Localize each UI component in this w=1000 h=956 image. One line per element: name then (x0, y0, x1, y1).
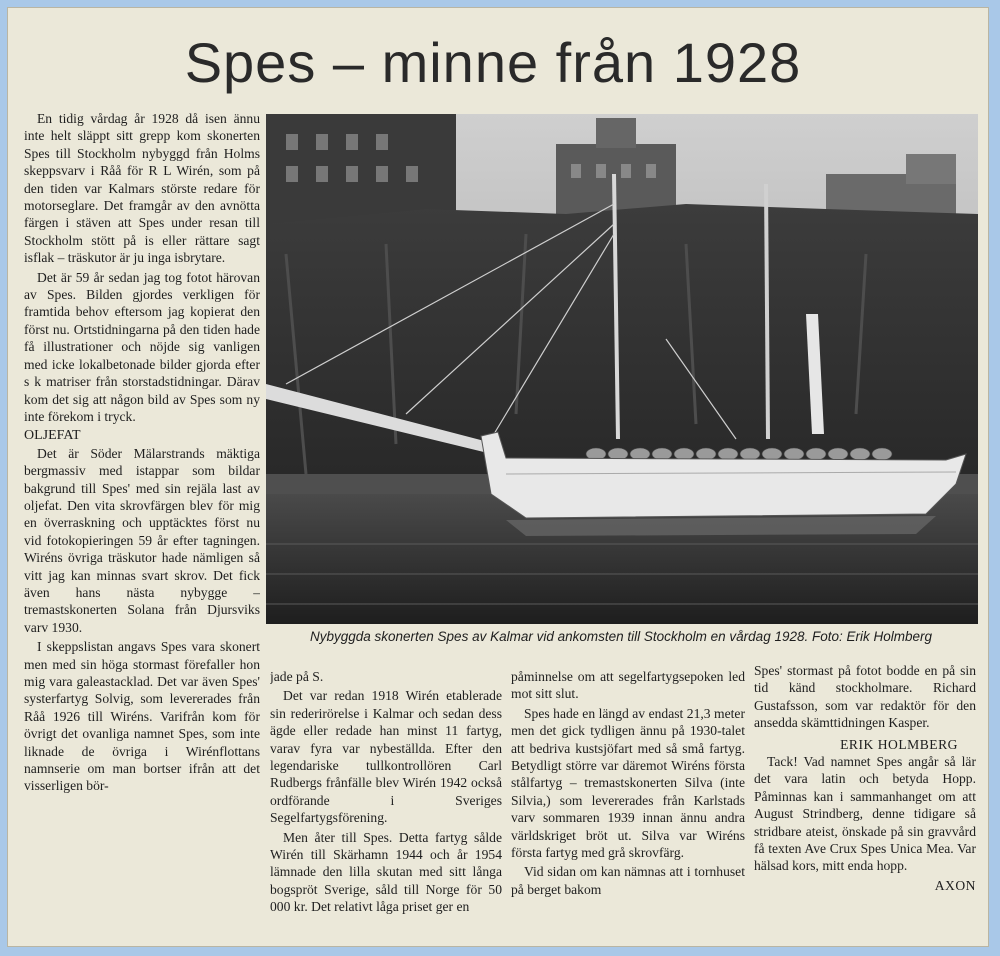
paragraph: Men åter till Spes. Detta fartyg sålde Wirén till Skärhamn 1944 och år 1954 lämnade den lilla skutan med sitt långa bogspröt Sverige, såld till Norge för 50 000 kr. Det relativt låga priset ger en (270, 829, 502, 915)
paragraph: Spes' stormast på fotot bodde en på sin tid känd stockholmare. Richard Gustafsson, som var redaktör för den ansedda skämttidningen Kasper. (754, 663, 976, 731)
paragraph: Det är 59 år sedan jag tog fotot härovan av Spes. Bilden gjordes verkligen för framtida behov eftersom jag kopierat den först nu. Ortstidningarna på den tiden hade få illustrationer och nöjde sig vanligen med icke lokalbetonade bilder gjorda efter s k matriser från storstadstidningar. Därav kom det sig att någon bild av Spes som ny inte förekom i tryck. (24, 269, 260, 424)
article-column-2 (270, 668, 502, 938)
paragraph: En tidig vårdag år 1928 då isen ännu inte helt släppt sitt grepp kom skonerten Spes till Stockholm nybyggd från Holms skeppsvarv i Råå för R L Wirén, som på den tiden var Kalmars störste redare för motorseglare. Det framgår av den avnötta färgen i stäven att Spes under resan till Stockholm stött på is eller rättare sagt isflak – träskutor är ju inga isbrytare. (24, 111, 260, 266)
paragraph: Det är Söder Mälarstrands mäktiga bergmassiv med istappar som bildar bakgrund till Spes' med sin rejäla last av oljefat. Den vita skrovfärgen blev för mig en överraskning och upptäcktes först nu vid fotokopieringen 59 år efter tagningen. Wiréns övriga träskutor hade nämligen så vitt jag kan minnas svart skrov. Det fick även hans nästa nybygge – tremastskonerten Solana från Djursviks varv 1930. (24, 445, 260, 635)
ship-photograph (266, 114, 978, 624)
paragraph: Vid sidan om kan nämnas att i tornhuset på berget bakom (511, 864, 745, 897)
photo-caption: Nybyggda skonerten Spes av Kalmar vid ankomsten till Stockholm en vårdag 1928. Foto: Erik Holmberg (309, 629, 933, 644)
editor-signature: AXON (934, 877, 976, 893)
paragraph: Tack! Vad namnet Spes angår så lär det vara latin och betyda Hopp. Påminnas kan i sammanhanget om att August Strindberg, denne tidigare så stridbare ateist, önskade på sin gravvård få texten Ave Crux Spes Unica Mea. Var hälsad kors, mitt enda hopp. (754, 754, 976, 874)
article-column-1 (24, 110, 260, 938)
paragraph: Det var redan 1918 Wirén etablerade sin rederirörelse i Kalmar och sedan dess ägde eller redade han minst 11 fartyg, varav fyra var nybeställda. Efter den legendariske tullkontrollören Carl Rudbergs frånfälle blev Wirén 1942 också ordförande i Sveriges Segelfartygsförening. (270, 688, 502, 826)
paragraph: jade på S. (270, 669, 324, 684)
paragraph: Spes hade en längd av endast 21,3 meter men det gick tydligen ännu på 1930-talet att bedriva kustsjöfart med så små fartyg. Betydligt större var däremot Wiréns första stålfartyg – tremastskonerten Silva (inte Silvia,) som levererades från Karlstads varv sommaren 1939 innan ännu andra världskriget bröt ut. Silva var Wiréns första fartyg med grå skrovfärg. (511, 705, 745, 861)
paragraph: påminnelse om att segelfartygsepoken led mot sitt slut. (511, 669, 745, 702)
author-byline: ERIK HOLMBERG (840, 736, 958, 752)
headline: Spes – minne från 1928 (184, 31, 802, 94)
paragraph: I skeppslistan angavs Spes vara skonert men med sin höga stormast förefaller hon mig vara galeastacklad. Det var även Spes' systerfartyg Solvig, som levererades från Råå 1926 till Wiréns. Varifrån kom för övrigt det ovanliga namnet Spes, som inte liknade de övriga i Wirénflottans namnserie om man bortser ifrån att det visserligen bör- (24, 639, 260, 794)
photo-illustration (266, 114, 978, 624)
subheading: OLJEFAT (24, 428, 81, 444)
newspaper-clipping (8, 8, 988, 946)
article-column-3 (511, 668, 745, 938)
article-column-4 (754, 662, 976, 938)
